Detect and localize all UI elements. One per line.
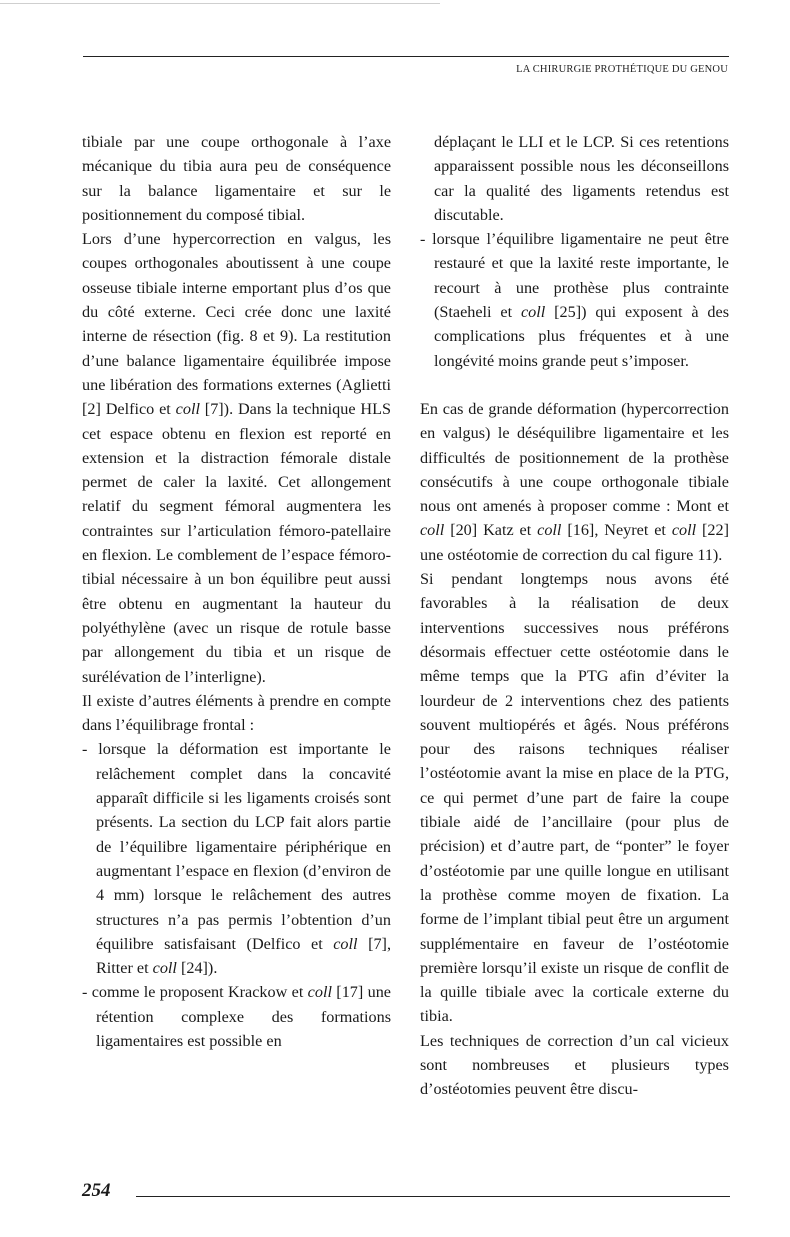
right-column — [420, 130, 729, 1102]
page-number: 254 — [82, 1180, 111, 1201]
list-item: - lorsque la déformation est importante le relâchement complet dans la concavité apparaît difficile si les ligaments croisés sont présents. La section du LCP fait alors partie de l’équilibre ligamentaire périphérique en augmentant l’espace en flexion (d’environ de 4 mm) lorsque le relâchement des autres structures n’a pas permis l’obtention d’un équilibre satisfaisant (Delfico et coll [7], Ritter et coll [24]). — [82, 740, 391, 978]
top-edge-rule — [0, 3, 440, 4]
paragraph: En cas de grande déformation (hypercorrection en valgus) le déséquilibre ligamentaire et les difficultés de positionnement de la prothèse consécutifs à une coupe orthogonale tibiale nous ont amenés à proposer comme : Mont et coll [20] Katz et coll [16], Neyret et coll [22] une ostéotomie de correction du cal figure 11). — [420, 399, 730, 564]
list-item: - comme le proposent Krackow et coll [17] une rétention complexe des formations ligamentaires est possible en — [82, 983, 391, 1050]
paragraph: déplaçant le LLI et le LCP. Si ces retentions apparaissent possible nous les déconseillons car la qualité des ligaments retendus est discutable. — [434, 133, 729, 224]
paragraph: Si pendant longtemps nous avons été favorables à la réalisation de deux interventions successives nous préférons désormais effectuer cette ostéotomie dans le même temps que la PTG afin d’éviter la lourdeur de 2 interventions chez des patients souvent multiopérés et âgés. Nous préférons pour des raisons techniques réaliser l’ostéotomie avant la mise en place de la PTG, ce qui permet d’une part de faire la coupe tibiale aidé de l’ancillaire (pour plus de précision) et d’autre part, de “ponter” le foyer d’ostéotomie par une quille longue en utilisant la prothèse comme moyen de fixation. La forme de l’implant tibial peut être un argument supplémentaire en faveur de l’ostéotomie première lorsqu’il existe un risque de conflit de la quille tibiale avec la corticale externe du tibia. — [420, 570, 729, 1026]
left-column — [82, 130, 391, 1053]
list-item: - lorsque l’équilibre ligamentaire ne peut être restauré et que la laxité reste importante, le recourt à une prothèse plus contrainte (Staeheli et coll [25]) qui exposent à des complications plus fréquentes et à une longévité moins grande peut s’imposer. — [420, 230, 730, 370]
paragraph-gap — [420, 373, 729, 397]
running-title: LA CHIRURGIE PROTHÉTIQUE DU GENOU — [516, 64, 728, 75]
paragraph: Il existe d’autres éléments à prendre en compte dans l’équilibrage frontal : — [82, 691, 391, 735]
footer-rule — [136, 1196, 730, 1197]
paragraph: tibiale par une coupe orthogonale à l’axe mécanique du tibia aura peu de conséquence sur la balance ligamentaire et sur le positionnement du composé tibial. — [82, 133, 391, 224]
paragraph: Les techniques de correction d’un cal vicieux sont nombreuses et plusieurs types d’ostéotomies peuvent être discu- — [420, 1031, 729, 1099]
header-rule — [83, 56, 729, 57]
paragraph: Lors d’une hypercorrection en valgus, les coupes orthogonales aboutissent à une coupe osseuse tibiale interne emportant plus d’os que du côté externe. Ceci crée donc une laxité interne de résection (fig. 8 et 9). La restitution d’une balance ligamentaire équilibrée impose une libération des formations externes (Aglietti [2] Delfico et coll [7]). Dans la technique HLS cet espace obtenu en flexion est reporté en extension et la distraction fémorale distale permet de caler la laxité. Cet allongement relatif du segment fémoral augmentera les contraintes sur l’articulation fémoro-patellaire en flexion. Le comblement de l’espace fémoro-tibial nécessaire à un bon équilibre peut aussi être obtenu en augmentant la hauteur du polyéthylène (avec un risque de rotule basse par allongement du tibia et un risque de surélévation de l’interligne). — [82, 230, 391, 686]
